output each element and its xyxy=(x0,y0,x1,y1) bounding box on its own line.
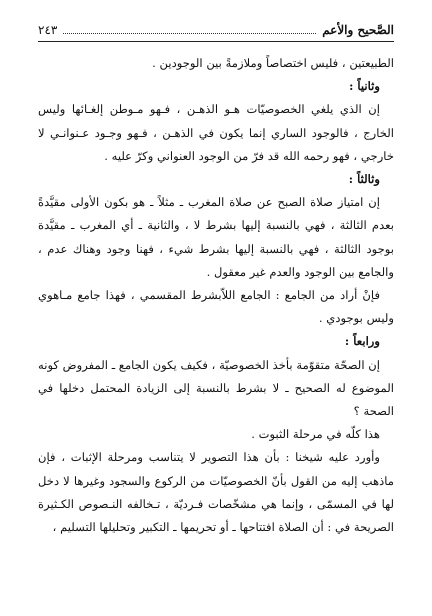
paragraph-2: إن الذي يلغي الخصوصيّات هـو الذهـن ، فـهو مـوطن إلغـائها وليس الخارج ، فالوجود الساري إنما يكون في الذهـن ، فـهو وجـود عـنوانـي لا خارجي ، فهو رحمه الله قد فرّ من الوجود العنواني وكرّ عليه . xyxy=(38,102,394,163)
running-header xyxy=(38,22,394,38)
header-rule xyxy=(38,41,394,42)
paragraph-4: فإنْ أراد من الجامع : الجامع اللاّبشرط المقسمي ، فهذا جامع مـاهوي وليس بوجودي . xyxy=(38,288,394,326)
running-title: الصَّحيح والأعم xyxy=(322,23,394,37)
page-body xyxy=(38,52,394,539)
paragraph-3: إن امتياز صلاة الصبح عن صلاة المغرب ـ مثلاً ـ هو بكون الأولى مقيَّدةً بعدم الثالثة ، فهي بالنسبة إليها بشرط لا ، والثانية ـ أي المغرب ـ مقيَّدة بوجود الثالثة ، فهي بالنسبة إليها بشرط شيء ، فهنا وجود وهناك عدم ، والجامع بين الوجود والعدم غير معقول . xyxy=(38,195,394,279)
paragraph-6: هذا كلّه في مرحلة الثبوت . xyxy=(251,427,380,442)
section-heading-third: وثالثاً : xyxy=(348,172,380,187)
section-heading-second: وثانياً : xyxy=(349,79,380,94)
page-number: ٢٤٣ xyxy=(38,23,58,37)
section-heading-fourth: ورابعاً : xyxy=(344,334,380,349)
paragraph-1: الطبيعتين ، فليس اختصاصاً وملازمةً بين الوجودين . xyxy=(152,56,394,70)
header-dot-leader xyxy=(63,33,316,34)
paragraph-7: وأورد عليه شيخنا : بأن هذا التصوير لا يتناسب ومرحلة الإثبات ، فإن ماذهب إليه من القول بأنّ الخصوصيّات من الركوع والسجود وغيرها لا دخل لها في المسمّى ، وإنما هي مشخّصات فـرديّة ، تـخالفه النـصوص الكـثيرة الصريحة في : أن الصلاة افتتاحها ـ أو تحريمها ـ التكبير وتحليلها التسليم ، xyxy=(38,450,394,535)
paragraph-5: إن الصحّة متقوّمة بأخذ الخصوصيّة ، فكيف يكون الجامع ـ المفروض كونه الموضوع له الصحيح ـ لا بشرط بالنسبة إلى الزيادة المحتمل دخلها في الصحة ؟ xyxy=(38,357,394,419)
